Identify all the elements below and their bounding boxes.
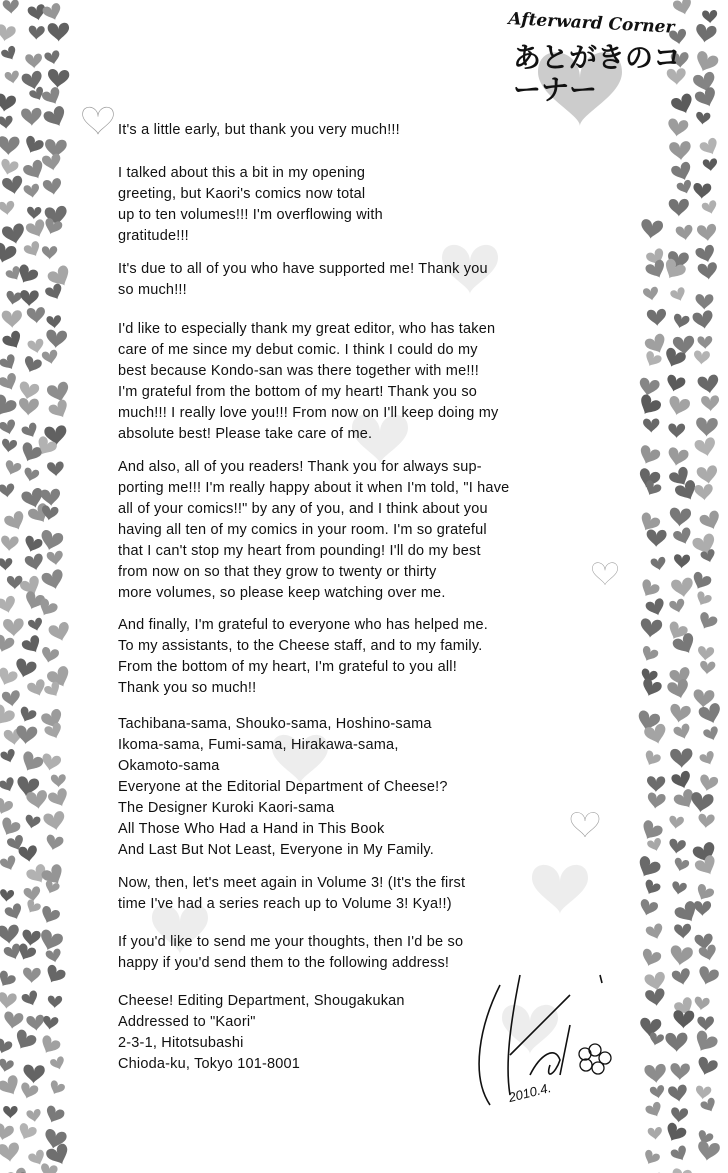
heart-icon [647,309,667,327]
heart-icon [27,338,45,355]
heart-icon [7,576,23,590]
heart-icon [701,395,720,412]
heart-icon [668,838,686,855]
heart-icon [694,901,711,916]
heart-icon [1,175,24,196]
text-line: much!!! I really love you!!! From now on I'll keep doing my [118,405,499,421]
heart-icon [645,597,668,618]
heart-icon [0,24,16,43]
heart-icon [638,898,659,918]
flower-icon [579,1044,611,1074]
heart-icon [571,812,599,837]
heart-icon [1,438,18,453]
heart-icon [0,1123,15,1143]
heart-icon [22,467,39,483]
heart-icon [0,558,13,571]
heart-icon [639,645,659,664]
paragraph [118,457,509,604]
text-line: gratitude!!! [118,228,189,244]
text-line: All Those Who Had a Hand in This Book [118,821,385,837]
heart-icon [693,183,712,200]
heart-icon [23,898,41,916]
text-line: Ikoma-sama, Fumi-sama, Hirakawa-sama, [118,737,399,753]
heart-icon [646,792,666,810]
heart-icon [642,350,663,370]
heart-icon [20,422,40,441]
heart-icon [644,1063,667,1084]
heart-icon [26,1014,46,1032]
heart-icon [0,158,19,177]
heart-icon [689,571,712,593]
heart-icon [0,595,18,616]
heart-icon [642,286,659,302]
heart-icon [668,703,691,724]
text-line: having all ten of my comics in your room. I'm so grateful [118,522,487,538]
heart-icon [671,881,688,896]
heart-icon [669,598,687,615]
heart-icon [21,108,42,127]
heart-icon [674,554,691,569]
heart-icon [0,797,14,817]
heart-icon [0,748,17,765]
signature-scribble [460,965,620,1125]
heart-icon [3,459,22,477]
heart-icon [698,774,719,794]
text-line: care of me since my debut comic. I think I could do my [118,342,478,358]
heart-icon [693,350,710,365]
heart-icon [41,86,64,108]
heart-icon [694,484,714,502]
heart-icon [675,224,694,241]
text-line: up to ten volumes!!! I'm overflowing with [118,207,383,223]
heart-icon [649,1085,666,1100]
heart-icon [666,447,689,469]
paragraph [118,873,465,915]
heart-icon [698,813,715,828]
heart-icon [672,527,694,548]
text-line: Thank you so much!! [118,680,257,696]
heart-icon [645,988,667,1008]
heart-icon [41,349,59,366]
heart-icon [43,963,67,986]
heart-icon [46,315,62,329]
heart-icon [669,507,692,527]
heart-icon [4,902,25,922]
heart-icon [0,666,19,688]
heart-icon [698,137,721,159]
heart-icon [670,1107,688,1123]
paragraph [118,714,448,861]
heart-icon [40,646,60,665]
heart-icon [38,529,64,553]
heart-icon [697,702,723,727]
heart-icon [47,1079,66,1097]
heart-icon [650,556,667,572]
text-line: The Designer Kuroki Kaori-sama [118,800,335,816]
heart-icon [44,283,65,303]
heart-icon [21,355,43,375]
heart-icon [45,1142,73,1168]
heart-icon [0,776,17,794]
heart-icon [26,307,45,324]
heart-icon [43,810,67,832]
heart-icon [641,1149,661,1168]
heart-icon [47,398,72,422]
heart-icon [696,965,720,987]
heart-icon [0,372,20,394]
heart-icon [21,990,41,1009]
text-line: I'm grateful from the bottom of my heart! Thank you so [118,384,478,400]
heart-icon [667,1084,688,1103]
text-line: Okamoto-sama [118,758,220,774]
heart-icon [635,393,662,419]
heart-icon [689,791,714,814]
heart-icon [672,857,690,873]
signature-date: 2010.4. [506,1079,553,1106]
heart-icon [3,1106,17,1119]
heart-icon [49,1056,66,1072]
heart-icon [20,290,39,307]
text-line: greeting, but Kaori's comics now total [118,186,366,202]
heart-icon [634,855,662,882]
heart-icon [671,1168,692,1173]
text-line: best because Kondo-san was there together with me!!! [118,363,480,379]
heart-icon [646,837,663,853]
heart-icon [640,219,664,241]
heart-icon [697,336,712,350]
heart-icon [46,381,72,405]
heart-icon [0,992,17,1010]
heart-icon [644,971,668,993]
heart-icon [47,23,69,42]
paragraph [118,991,405,1075]
heart-icon [0,242,17,266]
heart-icon [0,115,14,129]
heart-icon [670,770,693,792]
heart-icon [697,262,718,281]
paragraph [118,163,383,247]
heart-icon [42,178,63,197]
heart-icon [0,1074,23,1100]
heart-icon [18,750,45,776]
heart-icon [18,398,39,417]
heart-icon [694,590,713,608]
afterward-corner-title [505,0,705,110]
heart-icon [22,535,43,555]
heart-icon [1,223,27,247]
heart-icon [26,1109,42,1124]
heart-icon [0,200,15,216]
heart-icon [696,417,718,437]
heart-icon [38,905,61,927]
heart-icon [699,661,715,676]
heart-icon [0,136,20,156]
heart-icon [668,423,685,438]
heart-icon [702,158,718,172]
heart-icon [17,381,40,402]
text-line: happy if you'd send them to the following address! [118,955,450,971]
heart-icon [1,329,25,352]
text-line: Now, then, let's meet again in Volume 3! (It's the first [118,875,466,891]
paragraph [118,259,488,301]
heart-icon [83,107,114,134]
text-line: To my assistants, to the Cheese staff, and to my family. [118,638,483,654]
heart-icon [665,1033,687,1053]
heart-icon [670,1144,690,1163]
heart-icon [695,112,710,126]
text-line: that I can't stop my heart from pounding! I'll do my best [118,543,481,559]
heart-icon [0,889,14,902]
text-line: porting me!!! I'm really happy about it when I'm told, "I have [118,480,510,496]
heart-icon [3,510,28,534]
heart-icon [666,395,691,418]
heart-icon [639,948,662,969]
text-line: Everyone at the Editorial Department of Cheese!? [118,779,448,795]
heart-icon [697,374,720,395]
heart-icon [674,923,692,939]
text-line: Chioda-ku, Tokyo 101-8001 [118,1056,301,1072]
heart-icon [43,1104,66,1126]
heart-icon [699,1097,718,1115]
heart-icon [0,419,18,437]
title-japanese: あとがきのコーナー [513,42,682,105]
heart-icon [669,945,694,968]
heart-icon [642,879,662,898]
heart-icon [701,199,719,216]
heart-icon [24,814,41,830]
heart-icon [702,726,721,743]
heart-icon [44,834,64,852]
text-line: from now on so that they grow to twenty or thirty [118,564,437,580]
heart-icon [669,199,689,217]
heart-icon [48,996,63,1009]
heart-icon [0,1142,21,1164]
paragraph [118,120,400,141]
heart-icon [39,1163,58,1173]
heart-icon [23,1064,45,1084]
heart-icon [0,483,15,498]
heart-icon [592,563,617,585]
heart-icon [43,722,64,742]
heart-icon [637,578,660,601]
heart-icon [23,183,41,199]
heart-icon [692,310,715,331]
heart-icon [45,329,67,349]
heart-icon [664,374,686,394]
heart-icon [647,1127,662,1141]
text-line: 2-3-1, Hitotsubashi [118,1035,244,1051]
heart-icon [671,968,692,988]
heart-icon [670,1063,690,1081]
text-line: Tachibana-sama, Shouko-sama, Hoshino-sama [118,716,432,732]
heart-icon [37,928,64,954]
heart-icon [27,207,42,220]
heart-icon [0,855,19,873]
heart-icon [696,1140,721,1162]
heart-icon [26,790,49,811]
text-line: If you'd like to send me your thoughts, then I'd be so [118,934,464,950]
paragraph [118,932,463,974]
heart-icon [639,618,662,639]
heart-icon [4,70,20,85]
heart-icon [2,310,23,328]
heart-icon [693,996,710,1011]
heart-icon [696,465,719,486]
heart-icon [47,69,70,90]
heart-icon [0,45,19,63]
heart-icon [5,290,22,306]
heart-icon [670,748,693,768]
heart-icon [668,815,684,829]
heart-icon [643,418,659,433]
text-line: It's due to all of you who have supported me! Thank you [118,261,488,277]
heart-icon [0,924,20,945]
heart-icon [695,294,713,310]
heart-icon [698,944,718,963]
heart-icon [5,1166,31,1173]
text-line: From the bottom of my heart, I'm grateful to you all! [118,659,457,675]
heart-icon [15,725,38,745]
signature [460,965,620,1125]
title-english: Afterward Corner [507,8,675,38]
heart-icon [670,161,694,184]
heart-icon [696,611,719,633]
heart-icon [646,529,667,547]
text-line: Addressed to "Kaori" [118,1014,256,1030]
heart-icon [23,240,44,260]
heart-icon [532,865,588,914]
heart-icon [11,1028,38,1054]
heart-icon [0,969,17,990]
heart-icon [40,753,62,773]
text-line: all of your comics!!" by any of you, and I think about you [118,501,488,517]
heart-icon [694,436,718,458]
text-line: And Last But Not Least, Everyone in My Family. [118,842,434,858]
heart-icon [45,948,63,964]
heart-icon [23,968,41,984]
heart-icon [0,1038,13,1056]
heart-icon [698,509,723,533]
heart-icon [42,246,58,260]
heart-icon [1,690,21,708]
heart-icon [694,244,717,265]
heart-icon [17,706,37,725]
heart-icon [22,135,45,157]
text-line: absolute best! Please take care of me. [118,426,373,442]
paragraph [118,615,488,699]
heart-icon [667,118,689,138]
heart-icon [0,703,16,730]
heart-icon [47,461,65,477]
heart-icon [672,313,691,330]
heart-icon [40,568,66,592]
heart-icon [24,553,45,573]
heart-icon [48,621,73,644]
heart-icon [18,1082,39,1102]
heart-icon [695,1056,719,1078]
text-line: so much!!! [118,282,187,298]
heart-icon [697,223,718,242]
heart-icon [676,179,694,196]
heart-icon [693,883,715,904]
heart-icon [16,1122,38,1143]
text-line: It's a little early, but thank you very much!!! [118,122,400,138]
heart-icon [0,1058,14,1074]
heart-icon [25,53,43,69]
heart-icon [0,353,19,373]
heart-icon [640,677,663,699]
heart-icon [673,1010,694,1029]
heart-icon [636,444,661,468]
heart-icon [25,218,49,240]
heart-icon [0,535,19,552]
heart-icon [18,845,38,863]
heart-icon [662,1121,687,1145]
heart-icon [699,750,718,768]
heart-icon [41,2,63,23]
heart-icon [669,286,687,303]
heart-icon [647,776,665,792]
heart-icon [3,1011,24,1030]
text-line: Cheese! Editing Department, Shougakukan [118,993,405,1009]
heart-icon [0,393,18,420]
heart-icon [42,105,69,131]
text-line: I'd like to especially thank my great editor, who has taken [118,321,496,337]
heart-icon [44,50,62,66]
text-line: And finally, I'm grateful to everyone who has helped me. [118,617,488,633]
heart-icon [40,708,66,732]
heart-icon [645,923,666,942]
heart-icon [644,259,668,282]
heart-icon [670,577,694,599]
heart-icon [693,854,719,879]
heart-icon [3,618,24,637]
heart-icon [672,335,695,356]
heart-icon [20,634,44,657]
heart-icon [637,377,660,398]
heart-icon [648,1032,665,1048]
heart-icon [691,1029,719,1056]
text-line: time I've had a series reach up to Volume 3! Kya!!) [118,896,452,912]
text-line: And also, all of you readers! Thank you for always sup- [118,459,482,475]
text-line: more volumes, so please keep watching over me. [118,585,446,601]
text-line: I talked about this a bit in my opening [118,165,366,181]
heart-icon [3,0,20,14]
heart-icon [41,153,62,172]
heart-icon [42,1015,59,1030]
heart-icon [642,749,662,768]
heart-icon [28,25,45,40]
heart-icon [697,646,714,662]
heart-icon [644,1101,664,1120]
heart-icon [0,93,17,114]
heart-icon [47,787,71,810]
heart-icon [669,141,692,162]
heart-icon [695,1085,712,1100]
heart-icon [51,774,66,788]
paragraph [118,319,498,445]
heart-icon [46,550,64,566]
heart-icon [37,1034,61,1057]
heart-icon [697,1016,714,1031]
heart-icon [673,723,693,742]
heart-icon [27,617,44,633]
heart-icon [0,634,15,655]
